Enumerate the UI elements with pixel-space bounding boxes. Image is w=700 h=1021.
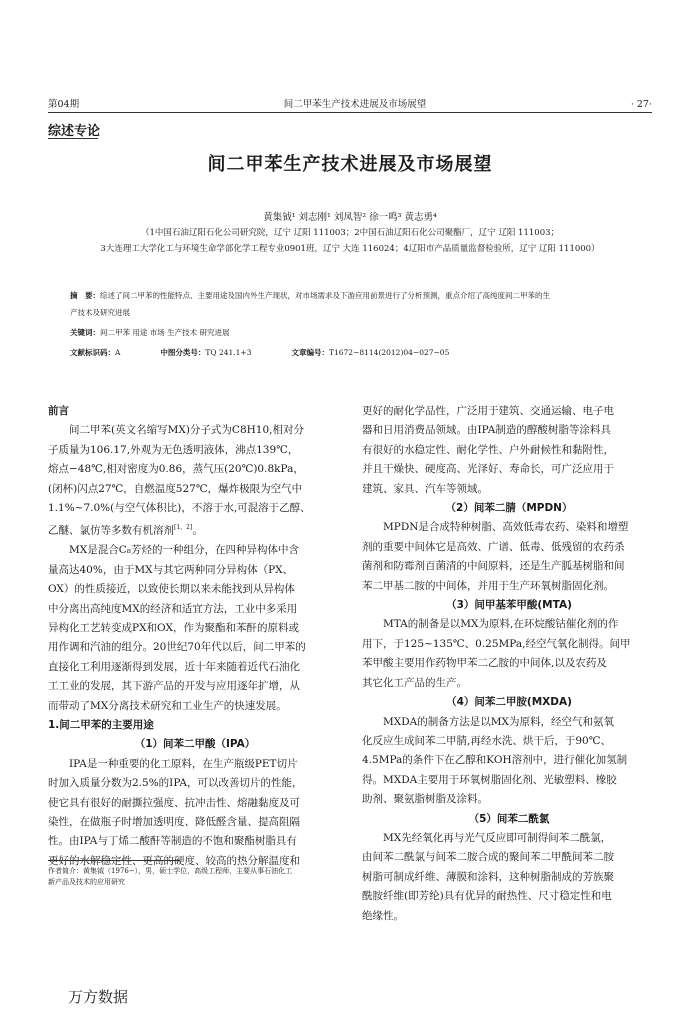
body-line: 器和日用消费品领域。由IPA制造的醇酸树脂等涂料具 [362,424,611,437]
running-title: 间二甲苯生产技术进展及市场展望 [283,99,427,110]
abstract-text: 综述了间二甲苯的性能特点、主要用途及国内外生产现状，对市场需求及下游应用前景进行了分析预测，重点介绍了高纯度间二甲苯的生 [100,291,550,300]
affiliation-line: （1中国石油辽阳石化公司研究院，辽宁 辽阳 111003；2中国石油辽阳石化公司聚酯厂，辽宁 辽阳 111003； [140,228,560,238]
body-line: 酰胺纤维(即芳纶)具有优异的耐热性、尺寸稳定性和电 [362,890,612,903]
heading-mta: （3）间甲基苯甲酸(MTA) [446,599,572,612]
body-line: 时加入质量分数为2.5%的IPA，可以改善切片的性能， [48,777,303,790]
body-line: (闭杯)闪点27℃，自燃温度527℃，爆炸极限为空气中 [48,482,303,495]
body-line: 间二甲苯(英文名缩写MX)分子式为C8H10,相对分 [69,424,304,437]
body-line: 性。由IPA与丁烯二酸酐等制造的不饱和聚酯树脂具有 [48,835,297,848]
body-line: 助剂、聚氨脂树脂及涂料。 [362,793,488,806]
body-line: 苯甲酸主要用作药物甲苯二乙胺的中间体,以及农药及 [362,657,607,670]
footnote-line: 新产品及技术的应用研究 [48,878,125,886]
body-line: 绝缘性。 [362,909,404,922]
body-line: 中分离出高纯度MX的经济和适宜方法，工业中多采用 [48,602,298,615]
abstract-label: 摘 要： [70,291,100,300]
body-line: 由间苯二酰氯与间苯二胺合成的聚间苯二甲酰间苯二胺 [362,851,614,864]
body-line: 更好的耐化学品性，广泛用于建筑、交通运输、电子电 [362,405,614,417]
abstract [70,290,640,301]
body-line: 量高达40%，由于MX与其它两种同分异构体（PX、 [48,563,294,576]
article-number: 文章编号：T1672−8114(2012)04−027−05 [291,348,450,357]
doc-code: 文献标识码：A [70,348,121,357]
abstract-continued: 产技术及研究进展 [70,308,130,317]
body-line: 用下，于125~135℃、0.25MPa,经空气氧化制得。间甲 [362,637,631,650]
keywords [70,327,640,338]
body-line: MX是混合C₈芳烃的一种组分，在四种异构体中含 [69,544,299,557]
body-line: MTA的制备是以MX为原料,在环烷酸钴催化剂的作 [383,618,619,631]
body-line: IPA是一种重要的化工原料，在生产瓶级PET切片 [69,757,298,770]
right-column [362,402,656,926]
body-line: 子质量为106.17,外观为无色透明液体，沸点139℃， [48,443,299,456]
classification-line [70,347,640,358]
body-line: 用作调和汽油的组分。20世纪70年代以后，间二甲苯的 [48,641,306,654]
issue-number: 第04期 [48,99,80,110]
footnote-rule [48,860,180,861]
heading-main-uses: 1.间二甲苯的主要用途 [48,719,154,731]
body-line: 其它化工产品的生产。 [362,676,467,689]
header-rule [48,112,652,113]
running-header [48,96,652,110]
affiliation-line: 3大连理工大学化工与环境生命学部化学工程专业0901班，辽宁 大连 116024；4辽阳市产品质量监督检验所，辽宁 辽阳 111000） [100,244,600,254]
body-line: 剂的重要中间体它是高效、广谱、低毒、低残留的农药杀 [362,540,625,553]
body-line: 染性，在做瓶子时增加透明度、降低醛含量、提高阻隔 [48,816,300,829]
body-line: 有很好的水稳定性、耐化学性、户外耐候性和黏附性， [362,443,614,456]
heading-acyl-chloride: （5）间苯二酰氯 [468,812,550,825]
author-footnote [48,866,344,888]
clc-number: 中图分类号：TQ 241.1+3 [160,348,252,357]
body-line: 异构化工艺转变成PX和OX，作为聚酯和苯酐的原料或 [48,621,299,634]
body-line: 建筑、家具、汽车等领域。 [362,482,488,495]
page-number: · 27· [630,99,652,110]
wanfang-watermark: 万方数据 [68,988,129,1006]
body-line: 工工业的发展，其下游产品的开发与应用逐年扩增，从 [48,680,300,693]
body-line: MXDA的制备方法是以MX为原料，经空气和氨氧 [383,715,614,728]
author-list: 黄集钺¹ 刘志刚¹ 刘凤智² 徐一鸣³ 黄志勇⁴ [263,212,437,223]
article-title: 间二甲苯生产技术进展及市场展望 [207,154,493,175]
body-line: OX）的性质接近，以致使长期以来未能找到从异构体 [48,583,295,596]
body-line: 直接化工利用逐渐得到发展，近十年来随着近代石油化 [48,660,300,673]
body-line: 苯二甲基二胺的中间体，并用于生产环氧树脂固化剂。 [362,579,614,592]
body-line: 1.1%~7.0%(与空气体积比)，不溶于水,可混溶于乙醇、 [48,502,311,515]
keywords-label: 关键词： [70,328,100,337]
heading-mpdn: （2）间苯二腈（MPDN） [445,502,573,515]
body-line: 而带动了MX分离技术研究和工业生产的快速发展。 [48,699,287,712]
heading-ipa: （1）间苯二甲酸（IPA） [134,738,256,751]
body-line: 菌剂和防霉剂百菌清的中间原料，还是生产胍基树脂和间 [362,560,625,573]
body-line: 4.5MPa的条件下在乙醇和KOH溶剂中，进行催化加氢制 [362,754,628,767]
body-line: 使它具有很好的耐撕拉强度、抗冲击性、熔融黏度及可 [48,796,300,809]
keywords-text: 间二甲苯 用途 市场 生产技术 研究进展 [100,328,230,337]
body-line: 更好的水解稳定性、更高的硬度、较高的热分解温度和 [48,854,300,867]
body-line: MPDN是合成特种树脂、高效低毒农药、染料和增塑 [383,521,629,534]
body-line: MX先经氧化再与光气反应即可制得间苯二酰氯， [383,831,612,844]
citation-ref: [1，2] [174,524,193,532]
body-line: 树脂可制成纤维、薄膜和涂料，这种树脂制成的芳族聚 [362,870,614,883]
body-line: 化反应生成间苯二甲腈,再经水洗、烘干后，于90℃、 [362,734,611,747]
body-line: 并且干燥快、硬度高、光泽好、寿命长，可广泛应用于 [362,463,614,476]
body-line: 熔点−48℃,相对密度为0.86，蒸气压(20℃)0.8kPa， [48,463,304,476]
footnote-line: 作者简介：黄集钺（1976−），男，硕士学位，高级工程师，主要从事石油化工 [48,867,293,875]
section-rule [48,138,98,139]
body-line: 乙醚、氯仿等多数有机溶剂[1，2]。 [48,524,203,537]
section-tag: 综述专论 [48,124,101,139]
body-line: 得。MXDA主要用于环氧树脂固化剂、光敏塑料、橡胶 [362,773,617,786]
heading-mxda: （4）间苯二甲胺(MXDA) [446,696,572,709]
heading-introduction: 前言 [48,405,69,417]
left-column [48,402,342,871]
